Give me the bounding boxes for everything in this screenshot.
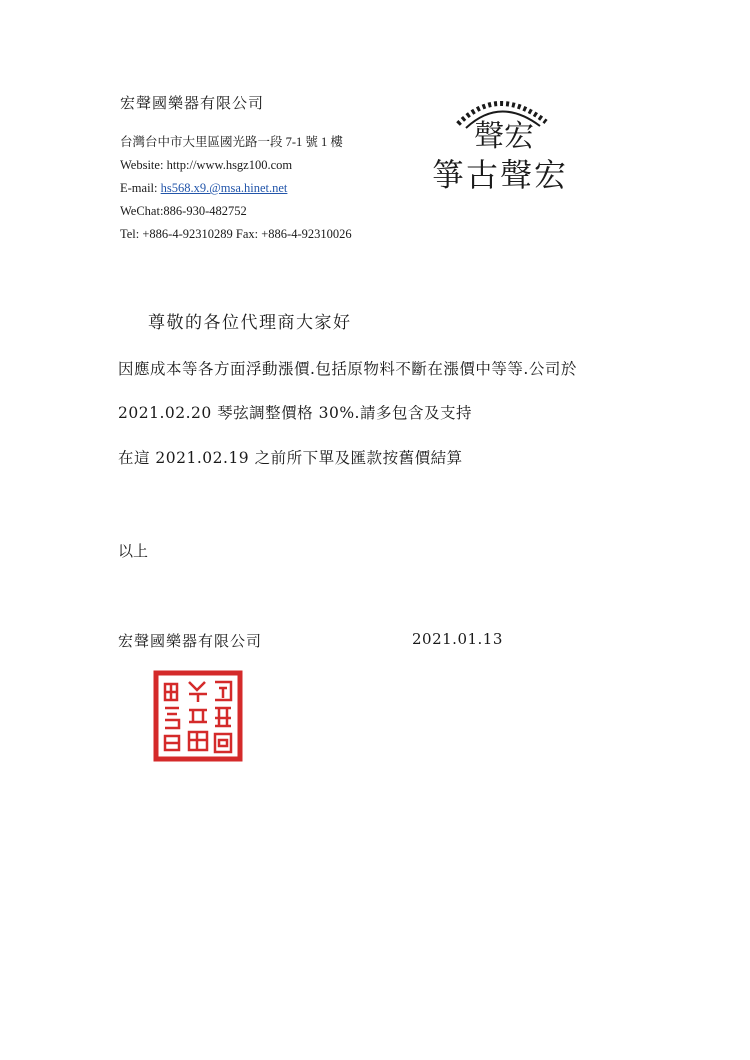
logo-bottom-text: 箏古聲宏 [431, 156, 569, 194]
signature-company: 宏聲國樂器有限公司 [118, 632, 263, 650]
letterhead-email [120, 177, 420, 200]
letterhead-wechat: WeChat:886-930-482752 [120, 204, 247, 218]
letter-body-line-1: 因應成本等各方面浮動漲價.包括原物料不斷在漲價中等等.公司於 [118, 360, 577, 378]
company-logo [418, 82, 578, 202]
letter-body-line-2: 2021.02.20 琴弦調整價格 30%.請多包含及支持 [118, 404, 472, 422]
letter-body-line-3: 在這 2021.02.19 之前所下單及匯款按舊價結算 [118, 449, 463, 467]
email-label: E-mail: [120, 181, 161, 195]
website-label: Website: [120, 158, 167, 172]
seal-glyphs [165, 682, 231, 752]
email-link[interactable]: hs568.x9.@msa.hinet.net [160, 181, 288, 195]
letter-greeting: 尊敬的各位代理商大家好 [148, 313, 352, 333]
company-seal [153, 670, 243, 762]
letterhead-website [120, 154, 420, 177]
signature-date: 2021.01.13 [412, 630, 503, 648]
letterhead-address: 台灣台中市大里區國光路一段 7-1 號 1 樓 [120, 135, 343, 149]
letterhead-tel-fax: Tel: +886-4-92310289 Fax: +886-4-92310026 [120, 227, 352, 241]
letterhead-company-name: 宏聲國樂器有限公司 [120, 94, 265, 112]
logo-top-text: 聲宏 [474, 119, 534, 154]
letterhead [120, 92, 420, 246]
website-url: http://www.hsgz100.com [166, 158, 293, 172]
letter-closing: 以上 [118, 542, 149, 560]
